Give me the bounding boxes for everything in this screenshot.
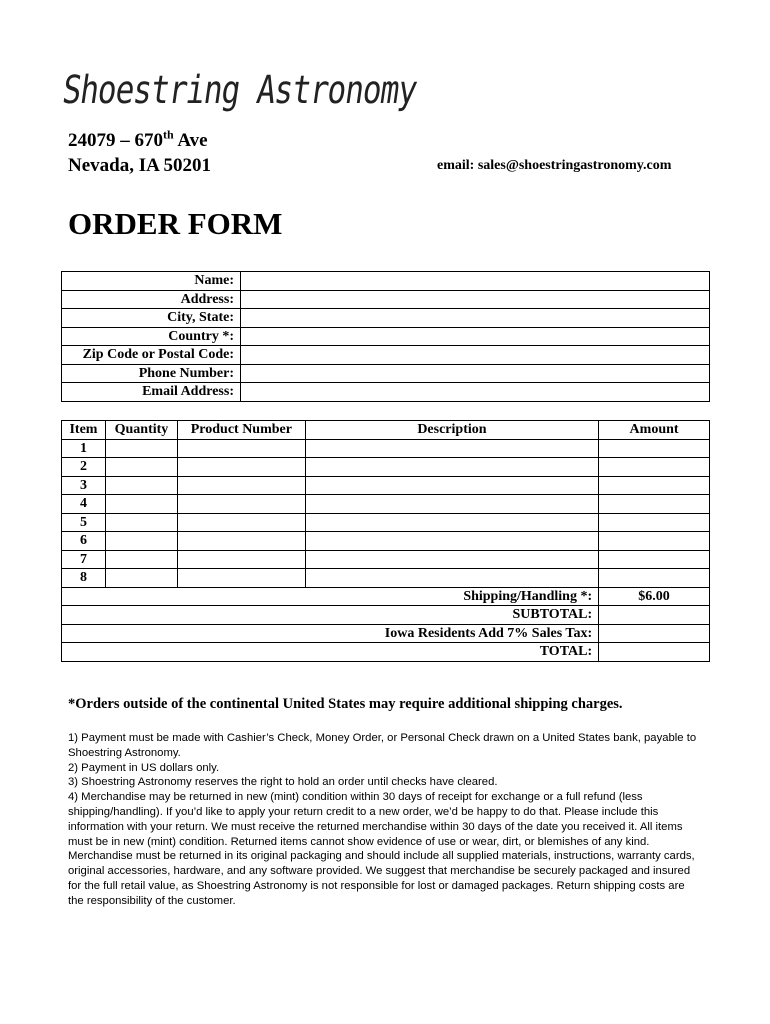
- term-item: 4) Merchandise may be returned in new (mint) condition within 30 days of receipt for exchange or a full refund (less shipping/handling). If you’d like to apply your return credit to a new order, we’d be happy to do that. Please include this information with your return. We must receive the returned merchandise within 30 days of the date you received it. All items must be in new (mint) condition. Returned items cannot show evidence of use or wear, dirt, or blemishes of any kind. Merchandise must be returned in its original packaging and should include all supplied materials, instructions, warranty cards, original accessories, hardware, and any software provided. We suggest that merchandise be securely packaged and insured for the full retail value, as Shoestring Astronomy is not responsible for lost or damaged packages. Return shipping costs are the responsibility of the customer.: [68, 791, 695, 907]
- field-label: Country *:: [62, 327, 241, 346]
- customer-info-table: [61, 271, 710, 402]
- quantity-cell[interactable]: [105, 569, 177, 588]
- description-cell[interactable]: [305, 458, 598, 477]
- product-number-cell[interactable]: [177, 569, 305, 588]
- customer-row-city: [62, 309, 710, 328]
- col-header-description: Description: [305, 421, 598, 440]
- field-label: Name:: [62, 272, 241, 291]
- field-label: Address:: [62, 290, 241, 309]
- product-number-cell[interactable]: [177, 532, 305, 551]
- item-number: 4: [62, 495, 106, 514]
- col-header-amount: Amount: [599, 421, 710, 440]
- col-header-quantity: Quantity: [105, 421, 177, 440]
- quantity-cell[interactable]: [105, 532, 177, 551]
- description-cell[interactable]: [305, 550, 598, 569]
- subtotal-row: [62, 606, 710, 625]
- col-header-product-number: Product Number: [177, 421, 305, 440]
- address-field[interactable]: [241, 290, 710, 309]
- term-item: 1) Payment must be made with Cashier’s Check, Money Order, or Personal Check drawn on a United States bank, payable to Shoestring Astronomy.: [68, 732, 697, 759]
- item-number: 6: [62, 532, 106, 551]
- total-label: TOTAL:: [62, 643, 599, 662]
- amount-cell[interactable]: [599, 513, 710, 532]
- term-item: 3) Shoestring Astronomy reserves the right to hold an order until checks have cleared.: [68, 776, 498, 789]
- city-state-field[interactable]: [241, 309, 710, 328]
- field-label: Email Address:: [62, 383, 241, 402]
- tax-label: Iowa Residents Add 7% Sales Tax:: [62, 624, 599, 643]
- product-number-cell[interactable]: [177, 550, 305, 569]
- field-label: Phone Number:: [62, 364, 241, 383]
- items-header-row: [62, 421, 710, 440]
- page-title: ORDER FORM: [68, 206, 283, 241]
- product-number-cell[interactable]: [177, 458, 305, 477]
- amount-cell[interactable]: [599, 550, 710, 569]
- country-field[interactable]: [241, 327, 710, 346]
- shipping-amount: $6.00: [599, 587, 710, 606]
- table-row: [62, 569, 710, 588]
- description-cell[interactable]: [305, 476, 598, 495]
- shipping-note: *Orders outside of the continental United States may require additional shipping charges.: [68, 696, 623, 712]
- item-number: 5: [62, 513, 106, 532]
- total-row: [62, 643, 710, 662]
- tax-amount[interactable]: [599, 624, 710, 643]
- address-street: 24079 – 670th Ave: [68, 127, 208, 151]
- phone-field[interactable]: [241, 364, 710, 383]
- shipping-row: [62, 587, 710, 606]
- item-number: 8: [62, 569, 106, 588]
- amount-cell[interactable]: [599, 458, 710, 477]
- table-row: [62, 439, 710, 458]
- table-row: [62, 532, 710, 551]
- amount-cell[interactable]: [599, 569, 710, 588]
- table-row: [62, 458, 710, 477]
- customer-row-name: [62, 272, 710, 291]
- quantity-cell[interactable]: [105, 550, 177, 569]
- name-field[interactable]: [241, 272, 710, 291]
- table-row: [62, 513, 710, 532]
- description-cell[interactable]: [305, 513, 598, 532]
- terms-section: [68, 731, 698, 909]
- customer-row-email: [62, 383, 710, 402]
- quantity-cell[interactable]: [105, 458, 177, 477]
- amount-cell[interactable]: [599, 532, 710, 551]
- product-number-cell[interactable]: [177, 439, 305, 458]
- description-cell[interactable]: [305, 495, 598, 514]
- product-number-cell[interactable]: [177, 495, 305, 514]
- order-items-table: [61, 420, 710, 662]
- quantity-cell[interactable]: [105, 439, 177, 458]
- address-city: Nevada, IA 50201: [68, 155, 212, 176]
- product-number-cell[interactable]: [177, 513, 305, 532]
- customer-row-address: [62, 290, 710, 309]
- item-number: 2: [62, 458, 106, 477]
- quantity-cell[interactable]: [105, 495, 177, 514]
- quantity-cell[interactable]: [105, 476, 177, 495]
- shipping-label: Shipping/Handling *:: [62, 587, 599, 606]
- tax-row: [62, 624, 710, 643]
- amount-cell[interactable]: [599, 495, 710, 514]
- table-row: [62, 550, 710, 569]
- field-label: City, State:: [62, 309, 241, 328]
- item-number: 7: [62, 550, 106, 569]
- company-logo: Shoestring Astronomy: [59, 68, 420, 113]
- email-field[interactable]: [241, 383, 710, 402]
- amount-cell[interactable]: [599, 476, 710, 495]
- subtotal-label: SUBTOTAL:: [62, 606, 599, 625]
- description-cell[interactable]: [305, 569, 598, 588]
- amount-cell[interactable]: [599, 439, 710, 458]
- total-amount[interactable]: [599, 643, 710, 662]
- item-number: 3: [62, 476, 106, 495]
- contact-email: email: sales@shoestringastronomy.com: [437, 158, 672, 173]
- customer-row-zip: [62, 346, 710, 365]
- customer-row-phone: [62, 364, 710, 383]
- description-cell[interactable]: [305, 439, 598, 458]
- quantity-cell[interactable]: [105, 513, 177, 532]
- field-label: Zip Code or Postal Code:: [62, 346, 241, 365]
- table-row: [62, 495, 710, 514]
- col-header-item: Item: [62, 421, 106, 440]
- customer-row-country: [62, 327, 710, 346]
- product-number-cell[interactable]: [177, 476, 305, 495]
- table-row: [62, 476, 710, 495]
- description-cell[interactable]: [305, 532, 598, 551]
- zip-field[interactable]: [241, 346, 710, 365]
- subtotal-amount[interactable]: [599, 606, 710, 625]
- item-number: 1: [62, 439, 106, 458]
- term-item: 2) Payment in US dollars only.: [68, 761, 220, 774]
